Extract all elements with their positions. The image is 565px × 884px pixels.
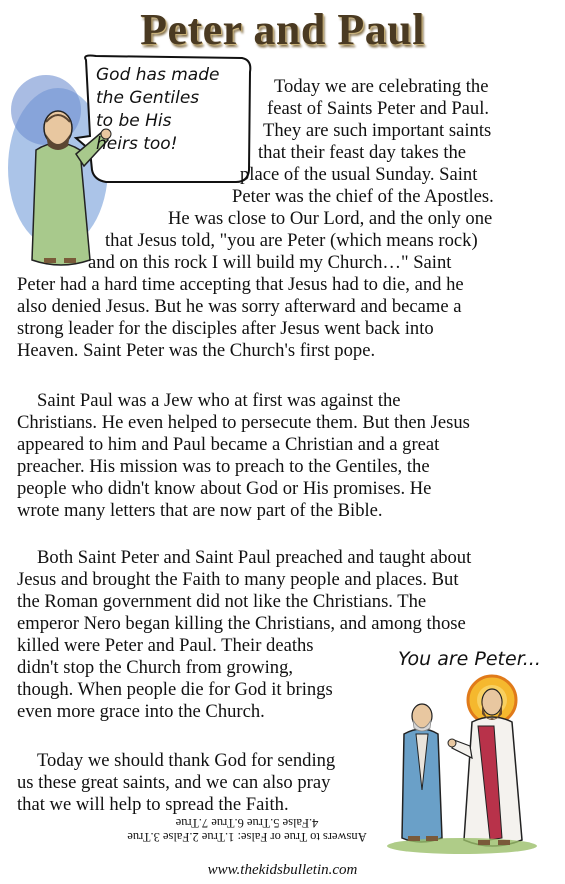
text-line: people who didn't know about God or His promises. He <box>17 478 432 499</box>
text-line: strong leader for the disciples after Jesus went back into <box>17 318 434 339</box>
text-line: preacher. His mission was to preach to the Gentiles, the <box>17 456 430 477</box>
text-line: and on this rock I will build my Church…" Saint <box>88 252 452 273</box>
answers-line-2: 4.False 5.True 6.True 7.True <box>175 816 319 830</box>
text-line: They are such important saints <box>263 120 492 141</box>
text-line: Saint Paul was a Jew who at first was against the <box>37 390 401 411</box>
text-line: He was close to Our Lord, and the only one <box>168 208 493 229</box>
answers-upside-down <box>122 816 372 844</box>
text-line: emperor Nero began killing the Christians, and among those <box>17 613 466 634</box>
page-title: Peter and Paul <box>140 5 425 54</box>
text-line: the Roman government did not like the Christians. The <box>17 591 427 612</box>
text-line: wrote many letters that are now part of the Bible. <box>17 500 383 521</box>
text-line: that we will help to spread the Faith. <box>17 794 289 815</box>
text-line: Today we should thank God for sending <box>37 750 336 771</box>
text-line: feast of Saints Peter and Paul. <box>267 98 490 119</box>
text-line: even more grace into the Church. <box>17 701 265 722</box>
text-line: Heaven. Saint Peter was the Church's first pope. <box>17 340 376 361</box>
text-line: that Jesus told, "you are Peter (which means rock) <box>105 230 478 251</box>
bubble-line: the Gentiles <box>96 88 200 108</box>
text-line: us these great saints, and we can also pray <box>17 772 331 793</box>
bubble-line: heirs too! <box>96 134 178 154</box>
illustration-caption: You are Peter... <box>398 648 541 670</box>
answers-line-1: Answers to True or False: 1.True 2.False 3.True <box>127 830 367 844</box>
text-line: killed were Peter and Paul. Their deaths <box>17 635 314 656</box>
text-line: also denied Jesus. But he was sorry afterward and became a <box>17 296 462 317</box>
text-line: didn't stop the Church from growing, <box>17 657 294 678</box>
text-line: Today we are celebrating the <box>274 76 489 97</box>
text-line: place of the usual Sunday. Saint <box>240 164 478 185</box>
speech-bubble-text <box>96 64 219 156</box>
footer-url: www.thekidsbulletin.com <box>207 862 358 878</box>
text-line: Peter had a hard time accepting that Jesus had to die, and he <box>17 274 464 295</box>
text-line: Jesus and brought the Faith to many people and places. But <box>17 569 459 590</box>
text-line: Both Saint Peter and Saint Paul preached and taught about <box>37 547 472 568</box>
bubble-line: to be His <box>96 111 172 131</box>
text-line: Christians. He even helped to persecute them. But then Jesus <box>17 412 470 433</box>
text-line: Peter was the chief of the Apostles. <box>232 186 494 207</box>
bubble-line: God has made <box>96 65 220 85</box>
text-line: though. When people die for God it brings <box>17 679 333 700</box>
jesus-and-peter-illustration <box>382 670 562 860</box>
text-line: appeared to him and Paul became a Christian and a great <box>17 434 440 455</box>
text-line: that their feast day takes the <box>258 142 467 163</box>
